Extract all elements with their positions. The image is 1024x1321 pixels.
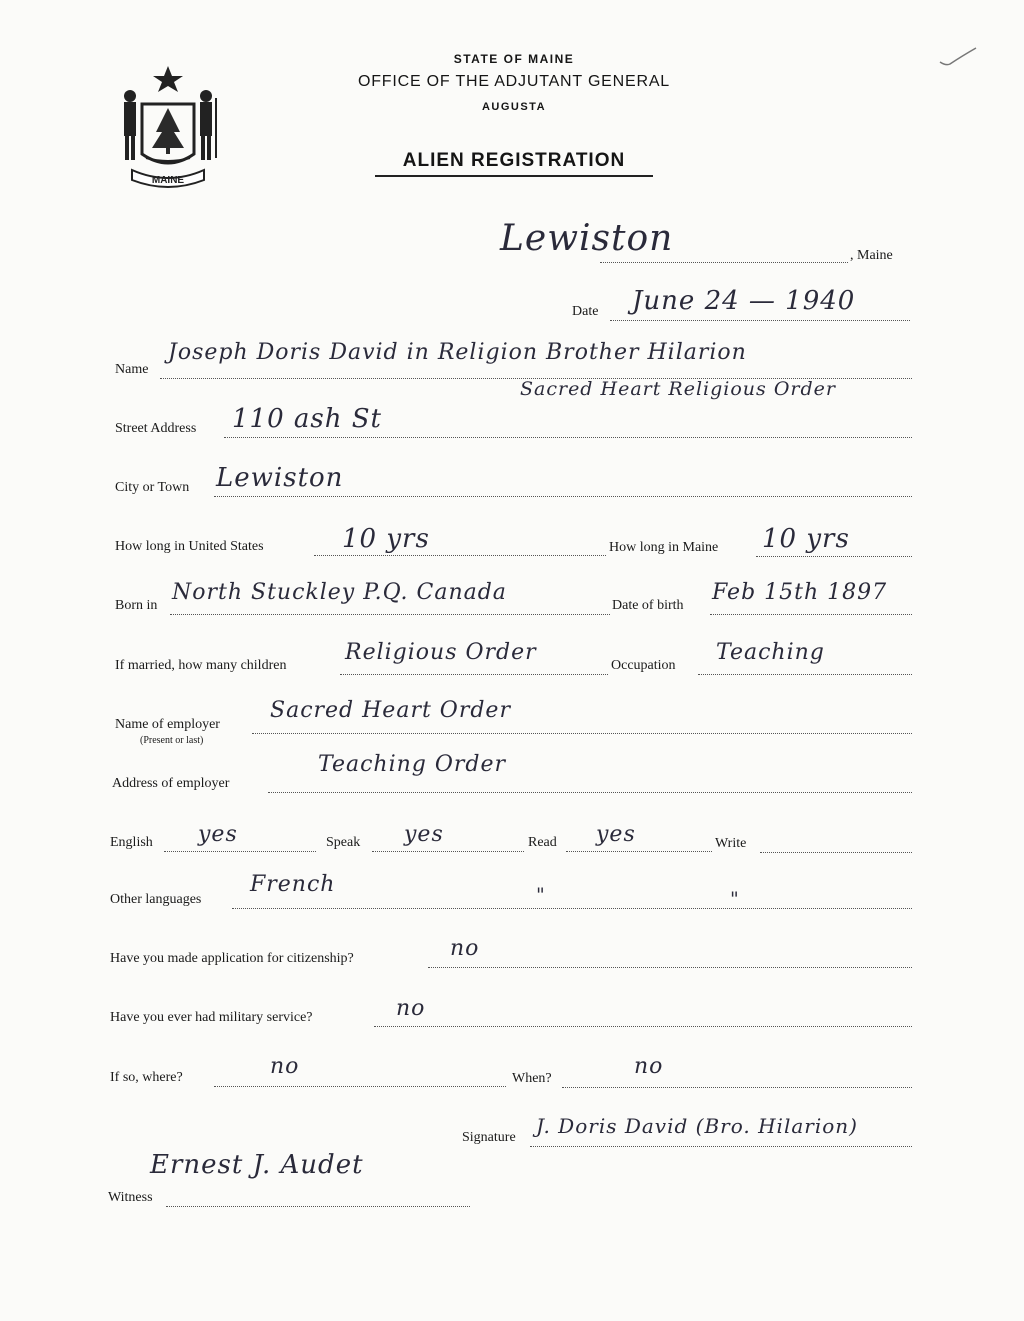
employer-address-line: [268, 792, 912, 793]
name-value-line2: Sacred Heart Religious Order: [520, 378, 836, 400]
born-in-value: North Stuckley P.Q. Canada: [172, 580, 507, 605]
state-heading: STATE OF MAINE: [453, 52, 575, 66]
when-value: no: [634, 1054, 664, 1079]
read-label: Read: [528, 835, 557, 850]
when-line: [562, 1087, 912, 1088]
english-value: yes: [198, 822, 238, 847]
date-value: June 24 — 1940: [632, 286, 856, 316]
witness-line: [166, 1206, 470, 1207]
how-long-maine-value: 10 yrs: [762, 524, 850, 554]
employer-line: [252, 733, 912, 734]
signature-line: [530, 1146, 912, 1147]
read-line: [566, 851, 712, 852]
witness-label: Witness: [108, 1190, 153, 1205]
date-of-birth-value: Feb 15th 1897: [712, 580, 888, 605]
employer-value: Sacred Heart Order: [270, 698, 511, 723]
how-long-us-label: How long in United States: [115, 539, 264, 554]
born-in-line: [170, 614, 610, 615]
write-label: Write: [715, 836, 747, 851]
citizenship-line: [428, 967, 912, 968]
date-of-birth-label: Date of birth: [612, 598, 684, 613]
children-value: Religious Order: [345, 640, 537, 665]
signature-label: Signature: [462, 1130, 516, 1145]
speak-line: [372, 851, 524, 852]
speak-label: Speak: [326, 835, 361, 850]
children-line: [340, 674, 608, 675]
english-label: English: [110, 835, 153, 850]
date-label: Date: [572, 304, 599, 319]
where-label: If so, where?: [110, 1070, 183, 1085]
military-value: no: [396, 996, 426, 1021]
where-line: [214, 1086, 506, 1087]
read-value: yes: [596, 822, 636, 847]
date-line: [610, 320, 910, 321]
name-label: Name: [115, 362, 149, 377]
how-long-maine-line: [756, 556, 912, 557]
occupation-line: [698, 674, 912, 675]
employer-label: Name of employer: [115, 717, 220, 732]
town-line: [600, 262, 848, 263]
how-long-us-line: [314, 555, 606, 556]
city-value: Lewiston: [216, 463, 344, 493]
other-languages-line: [232, 908, 912, 909]
street-line: [224, 437, 912, 438]
employer-address-label: Address of employer: [112, 776, 230, 791]
how-long-us-value: 10 yrs: [342, 524, 430, 554]
signature-value: J. Doris David (Bro. Hilarion): [536, 1114, 858, 1138]
citizenship-value: no: [450, 936, 480, 961]
witness-value: Ernest J. Audet: [150, 1150, 364, 1180]
citizenship-label: Have you made application for citizenship?: [110, 951, 354, 966]
city-heading: AUGUSTA: [481, 101, 547, 113]
office-heading: OFFICE OF THE ADJUTANT GENERAL: [357, 73, 671, 90]
military-label: Have you ever had military service?: [110, 1010, 313, 1025]
city-label: City or Town: [115, 480, 190, 495]
title-underline: [375, 175, 653, 177]
date-of-birth-line: [710, 614, 912, 615]
how-long-maine-label: How long in Maine: [609, 540, 719, 555]
english-line: [164, 851, 316, 852]
street-value: 110 ash St: [232, 404, 383, 434]
town-value: Lewiston: [500, 218, 674, 259]
employer-address-value: Teaching Order: [318, 752, 507, 777]
street-label: Street Address: [115, 421, 197, 436]
occupation-label: Occupation: [611, 658, 676, 673]
employer-note: (Present or last): [140, 735, 204, 746]
form-title: ALIEN REGISTRATION: [402, 150, 626, 171]
born-in-label: Born in: [115, 598, 158, 613]
ditto-mark-2: ": [730, 888, 740, 910]
ditto-mark-1: ": [536, 884, 546, 906]
other-languages-label: Other languages: [110, 892, 202, 907]
where-value: no: [270, 1054, 300, 1079]
other-languages-value: French: [250, 872, 336, 897]
children-label: If married, how many children: [115, 658, 287, 673]
speak-value: yes: [404, 822, 444, 847]
occupation-value: Teaching: [716, 640, 825, 665]
military-line: [374, 1026, 912, 1027]
write-line: [760, 852, 912, 853]
when-label: When?: [512, 1071, 552, 1086]
city-line: [214, 496, 912, 497]
maine-label: , Maine: [850, 248, 893, 263]
name-value-line1: Joseph Doris David in Religion Brother Hilarion: [168, 340, 747, 365]
svg-text:MAINE: MAINE: [151, 175, 185, 186]
